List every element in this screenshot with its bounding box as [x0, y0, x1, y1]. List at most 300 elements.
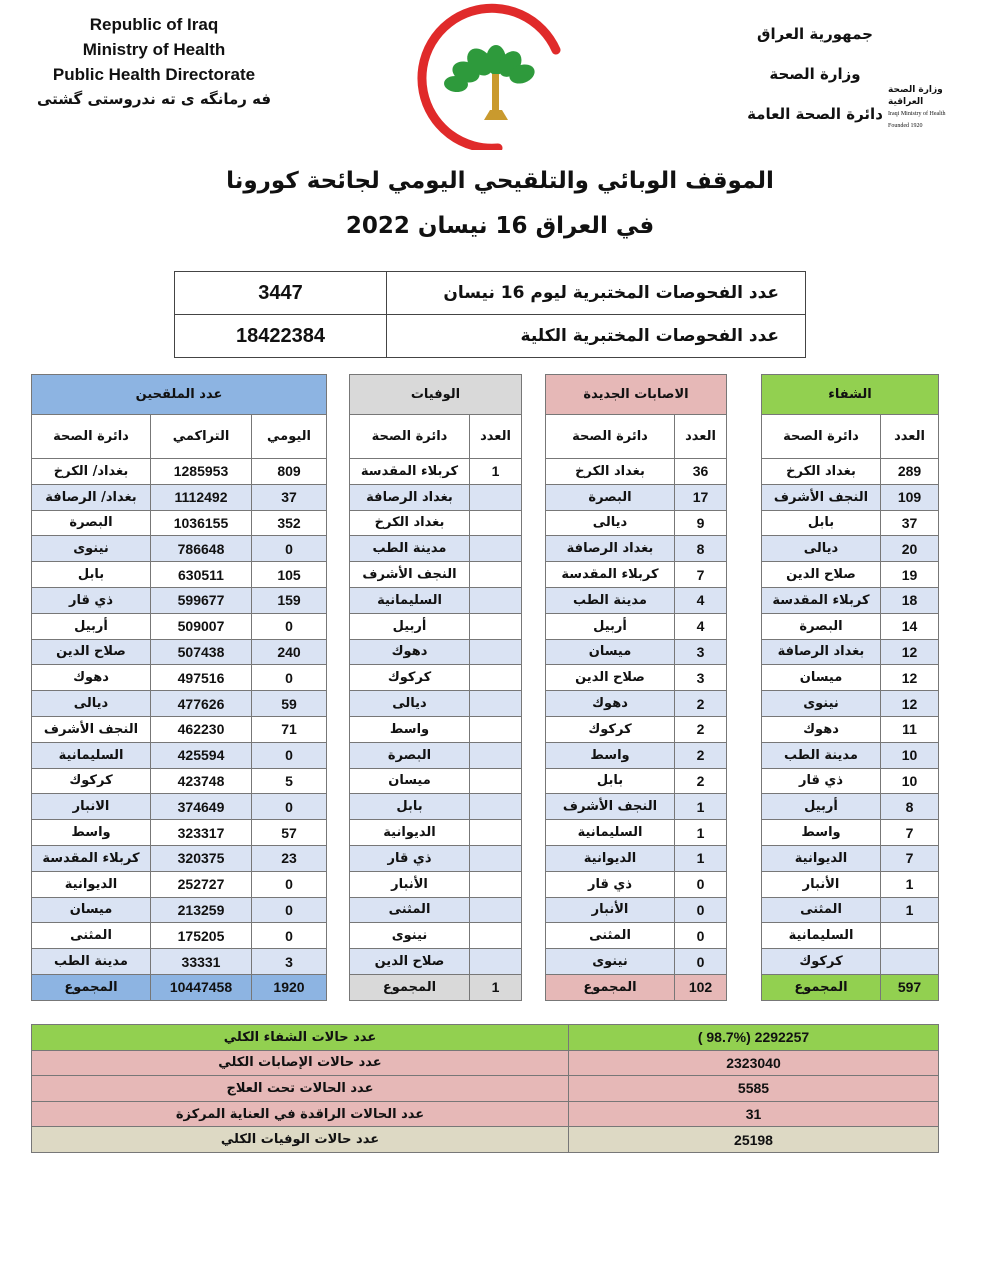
cases-col-count: العدد — [675, 415, 727, 459]
vaccinated-daily-cell: 809 — [252, 459, 327, 485]
table-row — [762, 613, 939, 639]
vaccinated-dept-cell: البصرة — [32, 510, 151, 536]
logo-english: Iraqi Ministry of Health — [888, 111, 946, 117]
header-ar-republic: جمهورية العراق — [757, 25, 873, 43]
vaccinated-total-label: المجموع — [32, 974, 151, 1000]
cases-dept-cell: ميسان — [546, 639, 675, 665]
vaccinated-daily-cell: 3 — [252, 949, 327, 975]
table-row — [350, 587, 522, 613]
recovered-count-cell: 10 — [881, 768, 939, 794]
recovered-count-cell: 18 — [881, 587, 939, 613]
vaccinated-dept-cell: دهوك — [32, 665, 151, 691]
table-row — [32, 536, 327, 562]
deaths-col-count: العدد — [470, 415, 522, 459]
deaths-count-cell — [470, 820, 522, 846]
vaccinated-title: عدد الملقحين — [32, 375, 327, 415]
vaccinated-cum-cell: 213259 — [151, 897, 252, 923]
recovered-dept-cell: ميسان — [762, 665, 881, 691]
recovered-dept-cell: بابل — [762, 510, 881, 536]
cases-count-cell: 1 — [675, 820, 727, 846]
cases-dept-cell: كركوك — [546, 716, 675, 742]
table-row — [350, 820, 522, 846]
deaths-col-dept: دائرة الصحة — [350, 415, 470, 459]
table-row — [32, 665, 327, 691]
table-row — [762, 665, 939, 691]
recovered-count-cell: 289 — [881, 459, 939, 485]
table-row — [546, 459, 727, 485]
recovered-total-row — [762, 974, 939, 1000]
deaths-table — [349, 374, 522, 1001]
table-row — [762, 768, 939, 794]
header-ar-directorate: دائرة الصحة العامة — [747, 105, 883, 123]
table-row — [546, 639, 727, 665]
table-row — [762, 716, 939, 742]
report-subtitle: في العراق 16 نيسان 2022 — [345, 213, 655, 239]
vaccinated-cum-cell: 323317 — [151, 820, 252, 846]
table-row — [546, 536, 727, 562]
recovered-count-cell — [881, 949, 939, 975]
recovered-dept-cell: واسط — [762, 820, 881, 846]
cases-dept-cell: بغداد الكرخ — [546, 459, 675, 485]
deaths-dept-cell: ذي قار — [350, 845, 470, 871]
recovered-dept-cell: مدينة الطب — [762, 742, 881, 768]
vaccinated-daily-cell: 59 — [252, 691, 327, 717]
new-cases-table — [545, 374, 727, 1001]
deaths-dept-cell: الديوانية — [350, 820, 470, 846]
recovered-dept-cell: نينوى — [762, 691, 881, 717]
recovered-dept-cell: أربيل — [762, 794, 881, 820]
vaccinated-total-row — [32, 974, 327, 1000]
vaccinated-dept-cell: بغداد/ الكرخ — [32, 459, 151, 485]
header-arabic — [730, 14, 900, 134]
table-row — [546, 510, 727, 536]
recovered-dept-cell: كربلاء المقدسة — [762, 587, 881, 613]
cases-dept-cell: صلاح الدين — [546, 665, 675, 691]
table-row — [32, 820, 327, 846]
vaccinated-cum-cell: 320375 — [151, 845, 252, 871]
table-row — [546, 820, 727, 846]
table-row — [762, 742, 939, 768]
recovered-dept-cell: البصرة — [762, 613, 881, 639]
table-row — [32, 845, 327, 871]
table-row — [350, 742, 522, 768]
logo-year: Founded 1920 — [888, 123, 923, 129]
cases-count-cell: 2 — [675, 716, 727, 742]
vaccinated-daily-cell: 0 — [252, 536, 327, 562]
table-row — [762, 871, 939, 897]
recovered-dept-cell: بغداد الرصافة — [762, 639, 881, 665]
deaths-title: الوفيات — [350, 375, 522, 415]
vaccinated-dept-cell: كربلاء المقدسة — [32, 845, 151, 871]
logo-text — [888, 84, 978, 132]
table-row — [32, 459, 327, 485]
cases-count-cell: 1 — [675, 845, 727, 871]
summary-value: 2323040 — [569, 1050, 939, 1076]
vaccinated-cum-cell: 1285953 — [151, 459, 252, 485]
recovered-count-cell: 14 — [881, 613, 939, 639]
recovered-count-cell: 11 — [881, 716, 939, 742]
table-row — [32, 716, 327, 742]
cases-count-cell: 2 — [675, 742, 727, 768]
recovered-count-cell: 7 — [881, 820, 939, 846]
vaccinated-cum-cell: 374649 — [151, 794, 252, 820]
vaccinated-daily-cell: 352 — [252, 510, 327, 536]
cases-title: الاصابات الجديدة — [546, 375, 727, 415]
vaccinated-daily-cell: 0 — [252, 923, 327, 949]
table-row — [350, 897, 522, 923]
summary-row — [32, 1101, 939, 1127]
cases-dept-cell: النجف الأشرف — [546, 794, 675, 820]
vaccinated-cum-cell: 786648 — [151, 536, 252, 562]
lab-tests-table — [174, 271, 806, 358]
deaths-count-cell — [470, 949, 522, 975]
daily-tests-value: 3447 — [175, 272, 387, 315]
recovered-count-cell: 10 — [881, 742, 939, 768]
vaccinated-cum-cell: 175205 — [151, 923, 252, 949]
table-row — [32, 562, 327, 588]
recovered-count-cell — [881, 923, 939, 949]
vaccinated-daily-cell: 5 — [252, 768, 327, 794]
total-tests-value: 18422384 — [175, 315, 387, 358]
logo-emblem-icon — [398, 0, 578, 150]
vaccinated-cum-cell: 462230 — [151, 716, 252, 742]
summary-table — [31, 1024, 939, 1153]
vaccinated-cum-cell: 497516 — [151, 665, 252, 691]
cases-count-cell: 2 — [675, 768, 727, 794]
table-row — [762, 949, 939, 975]
vaccinated-daily-cell: 240 — [252, 639, 327, 665]
cases-dept-cell: مدينة الطب — [546, 587, 675, 613]
table-row — [546, 768, 727, 794]
table-row — [350, 768, 522, 794]
table-row — [762, 639, 939, 665]
vaccinated-cum-cell: 599677 — [151, 587, 252, 613]
recovered-dept-cell: ديالى — [762, 536, 881, 562]
table-row — [350, 794, 522, 820]
cases-dept-cell: ذي قار — [546, 871, 675, 897]
vaccinated-daily-cell: 37 — [252, 484, 327, 510]
cases-dept-cell: بغداد الرصافة — [546, 536, 675, 562]
summary-row — [32, 1050, 939, 1076]
vaccinated-daily-cell: 159 — [252, 587, 327, 613]
summary-label: عدد الحالات تحت العلاج — [32, 1076, 569, 1102]
vaccinated-cum-cell: 423748 — [151, 768, 252, 794]
deaths-count-cell — [470, 768, 522, 794]
deaths-total-value: 1 — [470, 974, 522, 1000]
table-row — [546, 484, 727, 510]
cases-count-cell: 7 — [675, 562, 727, 588]
table-row — [546, 923, 727, 949]
cases-dept-cell: البصرة — [546, 484, 675, 510]
recovered-total-label: المجموع — [762, 974, 881, 1000]
recovered-title: الشفاء — [762, 375, 939, 415]
cases-dept-cell: ديالى — [546, 510, 675, 536]
recovered-table — [761, 374, 939, 1001]
deaths-dept-cell: صلاح الدين — [350, 949, 470, 975]
deaths-count-cell — [470, 484, 522, 510]
deaths-count-cell — [470, 845, 522, 871]
table-row — [32, 923, 327, 949]
deaths-dept-cell: كربلاء المقدسة — [350, 459, 470, 485]
cases-count-cell: 2 — [675, 691, 727, 717]
recovered-count-cell: 7 — [881, 845, 939, 871]
vaccinated-dept-cell: الديوانية — [32, 871, 151, 897]
deaths-dept-cell: واسط — [350, 716, 470, 742]
deaths-dept-cell: البصرة — [350, 742, 470, 768]
table-row — [762, 536, 939, 562]
recovered-count-cell: 37 — [881, 510, 939, 536]
table-row — [762, 510, 939, 536]
header-ar-ministry: وزارة الصحة — [769, 65, 861, 83]
vaccinated-dept-cell: كركوك — [32, 768, 151, 794]
recovered-dept-cell: المثنى — [762, 897, 881, 923]
recovered-dept-cell: الأنبار — [762, 871, 881, 897]
cases-dept-cell: المثنى — [546, 923, 675, 949]
recovered-total-value: 597 — [881, 974, 939, 1000]
table-row — [350, 923, 522, 949]
deaths-count-cell: 1 — [470, 459, 522, 485]
table-row — [762, 923, 939, 949]
table-row — [350, 459, 522, 485]
table-row — [32, 484, 327, 510]
table-row — [350, 871, 522, 897]
vaccinated-daily-cell: 23 — [252, 845, 327, 871]
cases-dept-cell: دهوك — [546, 691, 675, 717]
recovered-col-count: العدد — [881, 415, 939, 459]
vaccinated-col-cum: التراكمي — [151, 415, 252, 459]
vaccinated-cum-cell: 252727 — [151, 871, 252, 897]
table-row — [762, 691, 939, 717]
deaths-dept-cell: بغداد الكرخ — [350, 510, 470, 536]
header-ministry: Ministry of Health — [82, 40, 226, 59]
header-english — [36, 12, 272, 112]
vaccinated-cum-cell: 507438 — [151, 639, 252, 665]
deaths-count-cell — [470, 510, 522, 536]
table-row — [350, 845, 522, 871]
summary-value: 31 — [569, 1101, 939, 1127]
recovered-count-cell: 12 — [881, 665, 939, 691]
vaccinated-dept-cell: بابل — [32, 562, 151, 588]
vaccinated-daily-cell: 71 — [252, 716, 327, 742]
vaccinated-dept-cell: بغداد/ الرصافة — [32, 484, 151, 510]
cases-count-cell: 3 — [675, 665, 727, 691]
table-row — [32, 613, 327, 639]
recovered-count-cell: 1 — [881, 871, 939, 897]
cases-count-cell: 8 — [675, 536, 727, 562]
recovered-count-cell: 109 — [881, 484, 939, 510]
recovered-dept-cell: دهوك — [762, 716, 881, 742]
vaccinated-dept-cell: نينوى — [32, 536, 151, 562]
table-row — [350, 691, 522, 717]
summary-value: 2292257 (98.7% ) — [569, 1025, 939, 1051]
deaths-count-cell — [470, 639, 522, 665]
table-row — [546, 845, 727, 871]
cases-dept-cell: الديوانية — [546, 845, 675, 871]
deaths-dept-cell: كركوك — [350, 665, 470, 691]
cases-dept-cell: نينوى — [546, 949, 675, 975]
table-row — [546, 691, 727, 717]
cases-dept-cell: الأنبار — [546, 897, 675, 923]
vaccinated-cum-cell: 1036155 — [151, 510, 252, 536]
logo-arabic: وزارة الصحة العراقية — [888, 85, 943, 107]
summary-row — [32, 1076, 939, 1102]
recovered-count-cell: 1 — [881, 897, 939, 923]
table-row — [32, 691, 327, 717]
deaths-dept-cell: بابل — [350, 794, 470, 820]
vaccinated-dept-cell: واسط — [32, 820, 151, 846]
summary-label: عدد الحالات الراقدة في العناية المركزة — [32, 1101, 569, 1127]
table-row — [762, 820, 939, 846]
table-row — [32, 949, 327, 975]
vaccinated-cum-cell: 33331 — [151, 949, 252, 975]
deaths-total-label: المجموع — [350, 974, 470, 1000]
table-row — [762, 484, 939, 510]
table-row — [32, 639, 327, 665]
cases-count-cell: 0 — [675, 923, 727, 949]
vaccinated-daily-cell: 0 — [252, 742, 327, 768]
table-row — [32, 897, 327, 923]
deaths-dept-cell: بغداد الرصافة — [350, 484, 470, 510]
deaths-count-cell — [470, 562, 522, 588]
cases-count-cell: 4 — [675, 613, 727, 639]
table-row — [350, 510, 522, 536]
deaths-dept-cell: أربيل — [350, 613, 470, 639]
vaccinated-dept-cell: مدينة الطب — [32, 949, 151, 975]
table-row — [546, 716, 727, 742]
cases-count-cell: 36 — [675, 459, 727, 485]
recovered-dept-cell: صلاح الدين — [762, 562, 881, 588]
table-row — [32, 587, 327, 613]
header-kurdish: فه رمانگه ى ته ندروستى گشتى — [36, 90, 272, 108]
cases-dept-cell: كربلاء المقدسة — [546, 562, 675, 588]
vaccinated-dept-cell: ميسان — [32, 897, 151, 923]
vaccinated-dept-cell: ذي قار — [32, 587, 151, 613]
vaccinated-dept-cell: المثنى — [32, 923, 151, 949]
cases-count-cell: 9 — [675, 510, 727, 536]
recovered-dept-cell: النجف الأشرف — [762, 484, 881, 510]
cases-dept-cell: بابل — [546, 768, 675, 794]
vaccinated-col-daily: اليومي — [252, 415, 327, 459]
vaccinated-table — [31, 374, 327, 1001]
vaccinated-total-cum: 10447458 — [151, 974, 252, 1000]
table-row — [762, 897, 939, 923]
deaths-count-cell — [470, 897, 522, 923]
vaccinated-daily-cell: 0 — [252, 897, 327, 923]
recovered-count-cell: 8 — [881, 794, 939, 820]
recovered-dept-cell: بغداد الكرخ — [762, 459, 881, 485]
recovered-col-dept: دائرة الصحة — [762, 415, 881, 459]
vaccinated-cum-cell: 477626 — [151, 691, 252, 717]
cases-count-cell: 4 — [675, 587, 727, 613]
vaccinated-dept-cell: ديالى — [32, 691, 151, 717]
table-row — [762, 845, 939, 871]
cases-count-cell: 0 — [675, 871, 727, 897]
table-row — [546, 587, 727, 613]
cases-count-cell: 0 — [675, 949, 727, 975]
table-row — [32, 742, 327, 768]
vaccinated-daily-cell: 0 — [252, 613, 327, 639]
header-directorate: Public Health Directorate — [52, 65, 256, 84]
summary-value: 5585 — [569, 1076, 939, 1102]
table-row — [762, 587, 939, 613]
deaths-total-row — [350, 974, 522, 1000]
deaths-count-cell — [470, 587, 522, 613]
vaccinated-dept-cell: صلاح الدين — [32, 639, 151, 665]
table-row — [32, 794, 327, 820]
table-row — [546, 794, 727, 820]
table-row — [32, 510, 327, 536]
vaccinated-daily-cell: 57 — [252, 820, 327, 846]
cases-count-cell: 3 — [675, 639, 727, 665]
vaccinated-daily-cell: 0 — [252, 794, 327, 820]
vaccinated-daily-cell: 0 — [252, 665, 327, 691]
summary-label: عدد حالات الإصابات الكلي — [32, 1050, 569, 1076]
cases-dept-cell: واسط — [546, 742, 675, 768]
recovered-count-cell: 12 — [881, 639, 939, 665]
vaccinated-daily-cell: 0 — [252, 871, 327, 897]
table-row — [546, 742, 727, 768]
table-row — [546, 949, 727, 975]
table-row — [350, 716, 522, 742]
deaths-count-cell — [470, 665, 522, 691]
daily-tests-label: عدد الفحوصات المختبرية ليوم 16 نيسان — [387, 272, 806, 315]
cases-total-row — [546, 974, 727, 1000]
vaccinated-cum-cell: 425594 — [151, 742, 252, 768]
deaths-dept-cell: المثنى — [350, 897, 470, 923]
table-row — [350, 484, 522, 510]
table-row — [350, 562, 522, 588]
report-title: الموقف الوبائي والتلقيحي اليومي لجائحة كورونا — [226, 168, 774, 194]
deaths-count-cell — [470, 923, 522, 949]
table-row — [546, 897, 727, 923]
deaths-count-cell — [470, 691, 522, 717]
vaccinated-daily-cell: 105 — [252, 562, 327, 588]
vaccinated-dept-cell: أربيل — [32, 613, 151, 639]
table-row — [762, 562, 939, 588]
table-row — [350, 665, 522, 691]
recovered-dept-cell: كركوك — [762, 949, 881, 975]
table-row — [762, 459, 939, 485]
summary-row — [32, 1025, 939, 1051]
recovered-dept-cell: الديوانية — [762, 845, 881, 871]
vaccinated-cum-cell: 1112492 — [151, 484, 252, 510]
table-row — [546, 665, 727, 691]
deaths-dept-cell: دهوك — [350, 639, 470, 665]
deaths-dept-cell: نينوى — [350, 923, 470, 949]
table-row — [350, 639, 522, 665]
vaccinated-cum-cell: 509007 — [151, 613, 252, 639]
deaths-count-cell — [470, 794, 522, 820]
cases-col-dept: دائرة الصحة — [546, 415, 675, 459]
recovered-dept-cell: السليمانية — [762, 923, 881, 949]
table-row — [350, 949, 522, 975]
deaths-count-cell — [470, 536, 522, 562]
recovered-count-cell: 12 — [881, 691, 939, 717]
deaths-count-cell — [470, 871, 522, 897]
table-row — [32, 768, 327, 794]
deaths-dept-cell: ميسان — [350, 768, 470, 794]
summary-label: عدد حالات الوفيات الكلي — [32, 1127, 569, 1153]
deaths-count-cell — [470, 742, 522, 768]
table-row — [762, 794, 939, 820]
vaccinated-dept-cell: الانبار — [32, 794, 151, 820]
total-tests-label: عدد الفحوصات المختبرية الكلية — [387, 315, 806, 358]
deaths-dept-cell: السليمانية — [350, 587, 470, 613]
table-row — [546, 871, 727, 897]
summary-row — [32, 1127, 939, 1153]
summary-value: 25198 — [569, 1127, 939, 1153]
cases-count-cell: 17 — [675, 484, 727, 510]
